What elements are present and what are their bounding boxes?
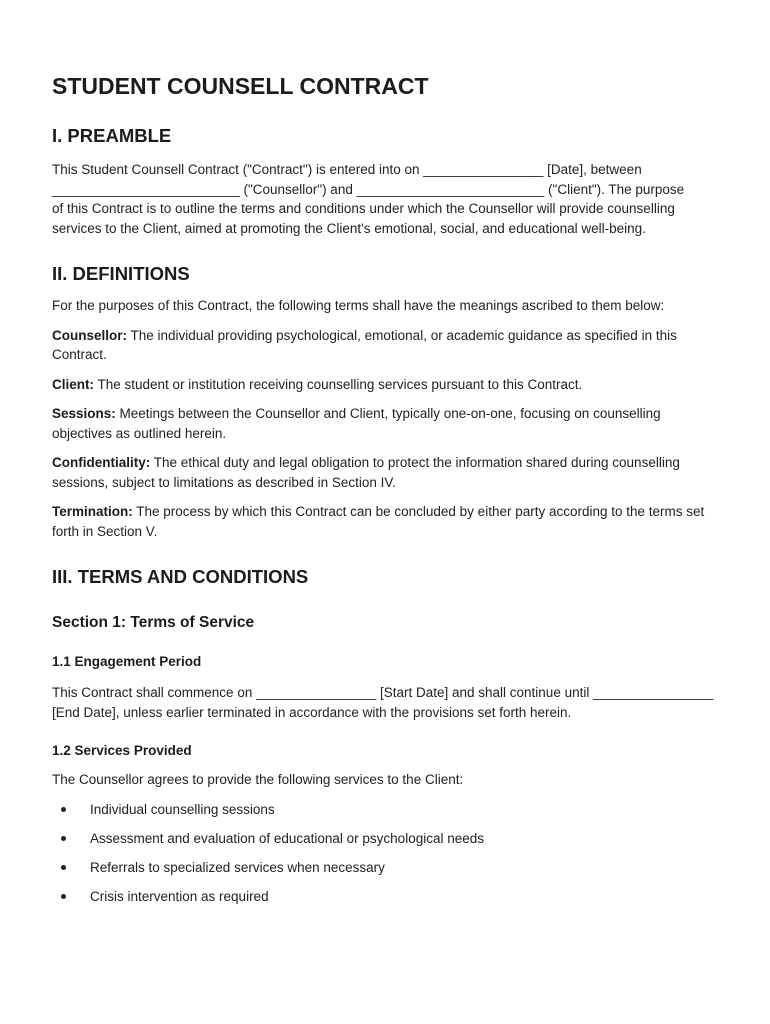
definition-client (52, 375, 718, 395)
section1-heading: Section 1: Terms of Service (52, 614, 255, 631)
bullet-icon (61, 865, 66, 870)
engagement-heading: 1.1 Engagement Period (52, 654, 202, 669)
definition-text: The student or institution receiving counselling services pursuant to this Contract. (94, 376, 583, 392)
definition-text: The individual providing psychological, emotional, or academic guidance as specified in this Contract. (52, 327, 677, 362)
document-title: STUDENT COUNSELL CONTRACT (52, 73, 429, 99)
list-item (52, 858, 718, 887)
list-item (52, 887, 718, 916)
preamble-text: This Student Counsell Contract ("Contract") is entered into on ________________ [Date], between _________________________ ("Counsellor") and _________________________ ("Client"). The purpose of this Contract is to outline the terms and conditions under which the Counsellor will provide counselling services to the Client, aimed at promoting the Client's emotional, social, and educational well-being. (52, 162, 685, 236)
list-item-text: Crisis intervention as required (90, 889, 269, 905)
services-list (52, 800, 718, 917)
definition-text: Meetings between the Counsellor and Client, typically one-on-one, focusing on counselling objectives as outlined herein. (52, 406, 661, 441)
definition-term: Sessions: (52, 406, 116, 421)
bullet-icon (61, 807, 66, 812)
bullet-icon (61, 894, 66, 899)
definition-sessions (52, 404, 692, 443)
list-item-text: Individual counselling sessions (90, 801, 275, 817)
engagement-text: This Contract shall commence on ________________ [Start Date] and shall continue until ________________ [End Date], unless earlier terminated in accordance with the provisions set forth herein. (52, 685, 714, 720)
list-item-text: Assessment and evaluation of educational or psychological needs (90, 830, 484, 846)
list-item-text: Referrals to specialized services when necessary (90, 860, 385, 876)
services-heading: 1.2 Services Provided (52, 743, 192, 758)
services-intro: The Counsellor agrees to provide the following services to the Client: (52, 772, 464, 787)
definition-counsellor (52, 326, 692, 365)
definitions-intro: For the purposes of this Contract, the following terms shall have the meanings ascribed to them below: (52, 298, 665, 313)
definition-text: The process by which this Contract can be concluded by either party according to the terms set forth in Section V. (52, 504, 705, 539)
definition-term: Confidentiality: (52, 455, 151, 470)
list-item (52, 829, 718, 858)
bullet-icon (61, 836, 66, 841)
definition-termination (52, 502, 718, 541)
list-item (52, 800, 718, 829)
definition-term: Client: (52, 376, 94, 392)
definitions-heading: II. DEFINITIONS (52, 263, 190, 284)
terms-heading: III. TERMS AND CONDITIONS (52, 566, 309, 587)
definition-term: Termination: (52, 504, 133, 519)
preamble-heading: I. PREAMBLE (52, 125, 172, 146)
definition-text: The ethical duty and legal obligation to protect the information shared during counselling sessions, subject to limitations as described in Section IV. (52, 455, 680, 490)
definition-term: Counsellor: (52, 327, 128, 343)
definition-confidentiality (52, 453, 712, 492)
